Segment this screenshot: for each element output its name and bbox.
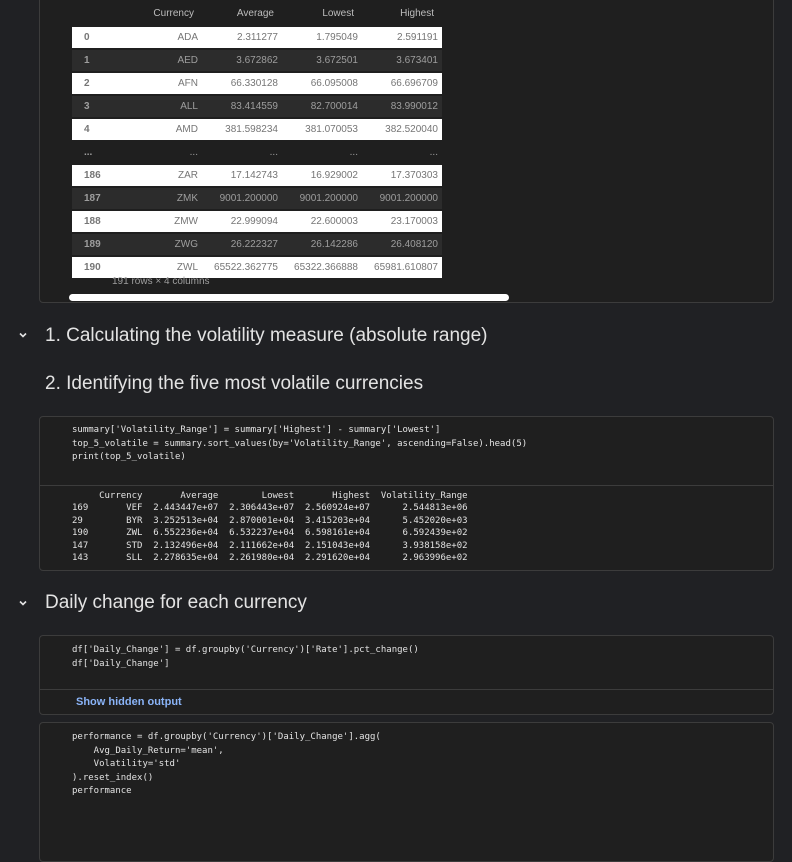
average-cell: 22.999094 [202,210,282,233]
highest-cell: 382.520040 [362,118,442,141]
horizontal-scrollbar[interactable] [69,294,509,301]
table-row [72,118,442,141]
lowest-cell: 3.672501 [282,49,362,72]
currency-cell: ZMW [136,210,202,233]
dataframe-table [72,1,442,278]
row-index-cell: 189 [72,233,136,256]
table-row [72,233,442,256]
currency-cell: AFN [136,72,202,95]
currency-cell: ... [136,141,202,164]
section-heading-top-five-volatile: 2. Identifying the five most volatile currencies [45,373,424,394]
table-row [72,210,442,233]
lowest-cell: 22.600003 [282,210,362,233]
currency-cell: ALL [136,95,202,118]
lowest-cell: 9001.200000 [282,187,362,210]
index-header [72,1,136,26]
lowest-cell: 381.070053 [282,118,362,141]
code-cell-performance[interactable] [39,722,774,862]
section-heading-volatility-measure: 1. Calculating the volatility measure (absolute range) [45,325,488,346]
highest-cell: 2.591191 [362,26,442,49]
highest-cell: 83.990012 [362,95,442,118]
code-editor[interactable]: df['Daily_Change'] = df.groupby('Currency')['Rate'].pct_change() df['Daily_Change'] [72,645,419,669]
code-cell-daily-change[interactable] [39,635,774,715]
output-divider [40,689,773,690]
currency-cell: ZWG [136,233,202,256]
highest-cell: 65981.610807 [362,256,442,278]
column-header-currency: Currency [153,7,194,19]
show-hidden-output-link[interactable]: Show hidden output [76,696,182,708]
table-row [72,187,442,210]
highest-cell: 17.370303 [362,164,442,187]
average-cell: 66.330128 [202,72,282,95]
code-cell-volatility[interactable] [39,416,774,571]
average-cell: 3.672862 [202,49,282,72]
average-cell: 381.598234 [202,118,282,141]
row-index-cell: 1 [72,49,136,72]
table-row [72,49,442,72]
column-header-highest: Highest [400,7,434,19]
cell-output-text: Currency Average Lowest Highest Volatility_Range 169 VEF 2.443447e+07 2.306443e+07 2.560924e+07 2.544813e+06 29 BYR 3.252513e+04 2.870001e+04 3.415203e+04 5.452020e+03 190 ZWL 6.552236e+04 6.532237e+04 6.598161e+04 6.592439e+02 147 STD 2.132496e+04 2.111662e+04 2.151043e+04 3.938158e+02 143 SLL 2.278635e+04 2.261980e+04 2.291620e+04 2.963996e+02 [72,491,468,564]
lowest-cell: 65322.366888 [282,256,362,278]
table-row [72,26,442,49]
currency-cell: ADA [136,26,202,49]
highest-cell: ... [362,141,442,164]
average-cell: 9001.200000 [202,187,282,210]
table-row [72,256,442,278]
lowest-cell: ... [282,141,362,164]
row-index-cell: ... [72,141,136,164]
currency-cell: ZAR [136,164,202,187]
column-header-lowest: Lowest [322,7,354,19]
lowest-cell: 16.929002 [282,164,362,187]
column-header-average: Average [236,7,274,19]
table-row [72,164,442,187]
collapse-chevron-icon[interactable] [17,329,29,341]
average-cell: 65522.362775 [202,256,282,278]
section-heading-daily-change: Daily change for each currency [45,592,307,613]
average-cell: 83.414559 [202,95,282,118]
lowest-cell: 1.795049 [282,26,362,49]
row-index-cell: 2 [72,72,136,95]
currency-cell: ZMK [136,187,202,210]
highest-cell: 23.170003 [362,210,442,233]
dataframe-shape-label: 191 rows × 4 columns [112,276,210,287]
output-divider [40,485,773,486]
highest-cell: 66.696709 [362,72,442,95]
table-row [72,141,442,164]
code-editor[interactable]: summary['Volatility_Range'] = summary['Highest'] - summary['Lowest'] top_5_volatile = summary.sort_values(by='Volatility_Range', ascending=False).head(5) print(top_5_volatile) [72,425,528,462]
row-index-cell: 188 [72,210,136,233]
average-cell: 26.222327 [202,233,282,256]
lowest-cell: 82.700014 [282,95,362,118]
dataframe-header-row [72,1,442,26]
average-cell: 17.142743 [202,164,282,187]
currency-cell: AED [136,49,202,72]
row-index-cell: 186 [72,164,136,187]
lowest-cell: 66.095008 [282,72,362,95]
table-row [72,72,442,95]
row-index-cell: 4 [72,118,136,141]
currency-cell: ZWL [136,256,202,278]
collapse-chevron-icon[interactable] [17,597,29,609]
row-index-cell: 187 [72,187,136,210]
highest-cell: 26.408120 [362,233,442,256]
average-cell: ... [202,141,282,164]
average-cell: 2.311277 [202,26,282,49]
row-index-cell: 0 [72,26,136,49]
row-index-cell: 190 [72,256,136,278]
table-row [72,95,442,118]
row-index-cell: 3 [72,95,136,118]
lowest-cell: 26.142286 [282,233,362,256]
code-editor[interactable]: performance = df.groupby('Currency')['Daily_Change'].agg( Avg_Daily_Return='mean', Volatility='std' ).reset_index() performance [72,732,381,796]
highest-cell: 9001.200000 [362,187,442,210]
dataframe-output-cell [39,0,774,303]
currency-cell: AMD [136,118,202,141]
highest-cell: 3.673401 [362,49,442,72]
